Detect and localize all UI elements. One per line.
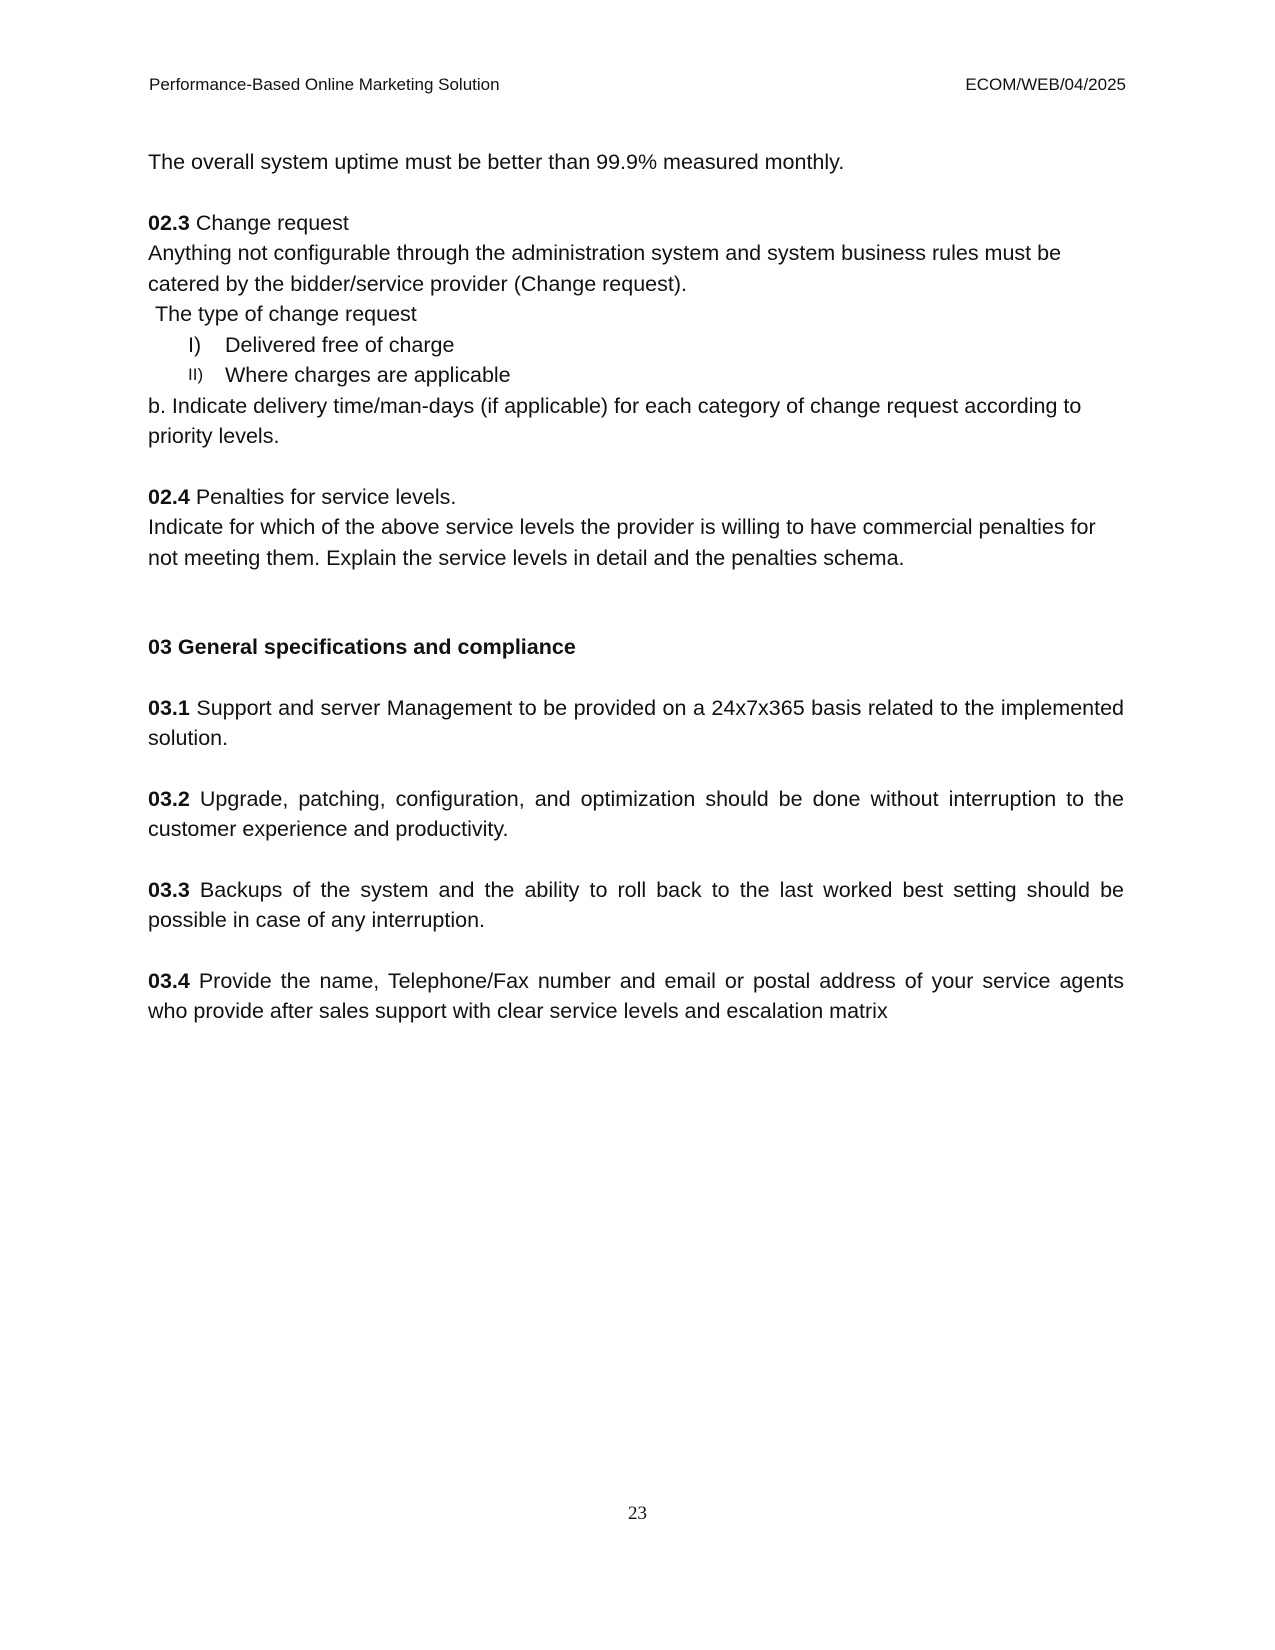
- spec-item-03-1: [148, 693, 1124, 754]
- section-heading: [148, 482, 1124, 513]
- section-number: 02.4: [148, 484, 190, 509]
- page-header: [149, 74, 1126, 96]
- section-title: Change request: [189, 210, 349, 235]
- section-heading: 03 General specifications and compliance: [148, 635, 576, 659]
- section-02-3: [148, 208, 1124, 452]
- section-number: 02.3: [148, 210, 190, 235]
- document-title: Performance-Based Online Marketing Solution: [149, 75, 500, 94]
- list-marker: II): [188, 365, 204, 384]
- list-item-text: Delivered free of charge: [225, 332, 455, 357]
- spec-number: 03.3: [148, 877, 190, 902]
- section-02-4: [148, 482, 1124, 574]
- spec-text: Support and server Management to be provided on a 24x7x365 basis related to the implemented solution.: [148, 695, 1124, 750]
- spec-text: Backups of the system and the ability to roll back to the last worked best setting should be possible in case of any interruption.: [148, 877, 1124, 932]
- section-body: Anything not configurable through the administration system and system business rules must be catered by the bidder/service provider (Change request).: [148, 241, 1062, 296]
- spec-number: 03.1: [148, 695, 190, 720]
- section-03: [148, 632, 1124, 1027]
- spec-item-03-4: [148, 966, 1124, 1027]
- list-item: [148, 360, 1124, 391]
- page-number: 23: [628, 1503, 647, 1524]
- change-type-heading: The type of change request: [155, 302, 417, 326]
- uptime-paragraph: The overall system uptime must be better than 99.9% measured monthly.: [148, 150, 845, 174]
- list-marker: I): [188, 332, 202, 357]
- spec-item-03-3: [148, 875, 1124, 936]
- spec-number: 03.2: [148, 786, 190, 811]
- section-title: Penalties for service levels.: [189, 484, 457, 509]
- page-body: [148, 147, 1124, 1027]
- section-heading: [148, 208, 1124, 239]
- spec-number: 03.4: [148, 968, 190, 993]
- document-reference: ECOM/WEB/04/2025: [965, 75, 1126, 94]
- list-item-text: Where charges are applicable: [225, 363, 511, 387]
- list-item: [148, 330, 1124, 361]
- section-body: Indicate for which of the above service levels the provider is willing to have commercial penalties for not meeting them. Explain the service levels in detail and the penalties schema.: [148, 515, 1096, 570]
- spec-text: Upgrade, patching, configuration, and optimization should be done without interruption to the customer experience and productivity.: [148, 786, 1124, 841]
- spec-item-03-2: [148, 784, 1124, 845]
- change-type-list: [148, 330, 1124, 391]
- delivery-time-paragraph: b. Indicate delivery time/man-days (if applicable) for each category of change request according to priority levels.: [148, 393, 1082, 448]
- spec-text: Provide the name, Telephone/Fax number and email or postal address of your service agents who provide after sales support with clear service levels and escalation matrix: [148, 968, 1124, 1023]
